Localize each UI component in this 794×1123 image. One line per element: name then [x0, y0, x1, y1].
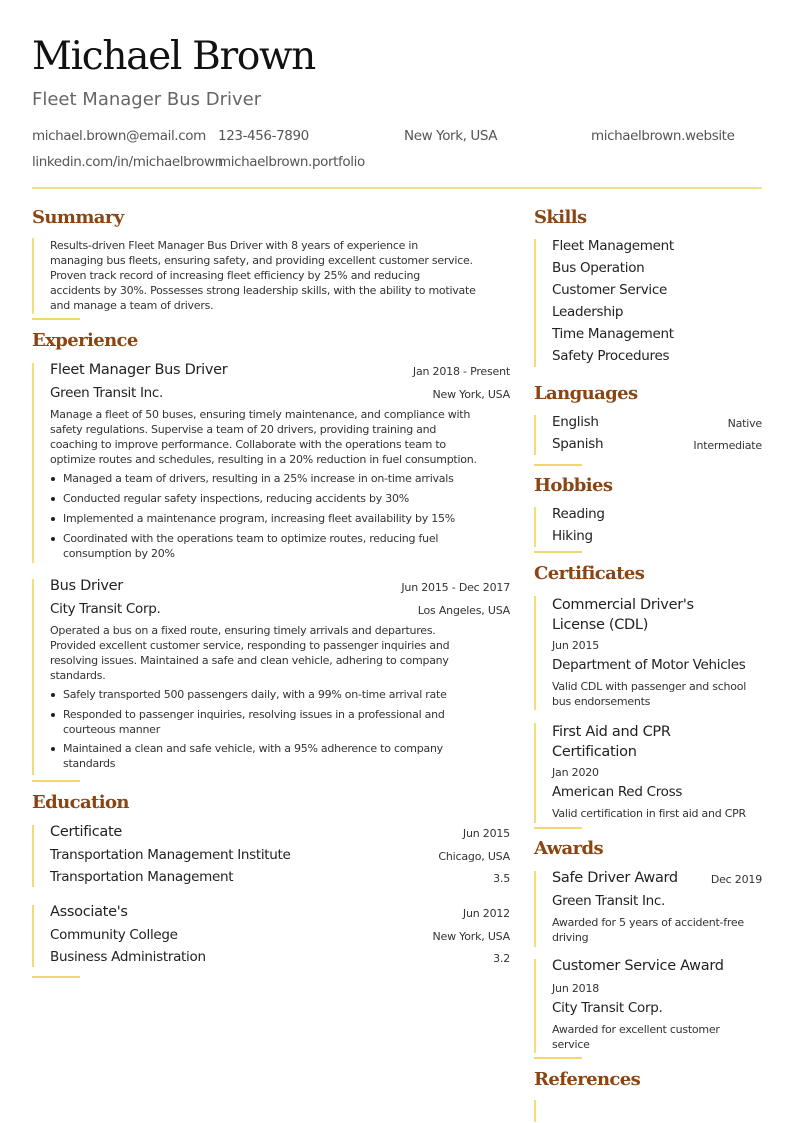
awards-underline [534, 1057, 582, 1059]
skill-item: Customer Service [552, 282, 667, 298]
languages-heading: Languages [534, 383, 638, 404]
job-1-bullet-1: Managed a team of drivers, resulting in a 25% increase in on-time arrivals [50, 471, 454, 486]
location-text: New York, USA [404, 128, 498, 144]
summary-heading: Summary [32, 207, 124, 228]
edu-1-field: Transportation Management [50, 869, 234, 885]
linkedin-link[interactable]: linkedin.com/in/michaelbrown [32, 154, 223, 170]
header-divider [32, 187, 762, 189]
language-level: Native [727, 417, 762, 430]
edu-1-degree: Certificate [50, 824, 123, 840]
phone-number[interactable]: 123-456-7890 [218, 128, 309, 144]
hobby-item: Reading [552, 506, 605, 522]
experience-underline [32, 780, 80, 782]
job-2-title: Bus Driver [50, 578, 123, 594]
email-link[interactable]: michael.brown@email.com [32, 128, 206, 144]
certificates-heading: Certificates [534, 563, 645, 584]
cert-1-date: Jun 2015 [552, 639, 600, 652]
job-2-bullet-2: Responded to passenger inquiries, resolving issues in a professional and courteous manner [50, 707, 445, 737]
skill-item: Time Management [552, 326, 674, 342]
experience-heading: Experience [32, 330, 138, 351]
website-link[interactable]: michaelbrown.website [591, 128, 735, 144]
cert-1-issuer: Department of Motor Vehicles [552, 657, 746, 673]
award-2-description: Awarded for excellent customer service [552, 1023, 720, 1051]
award-1-bar [534, 871, 536, 947]
edu-2-gpa: 3.2 [493, 952, 510, 965]
award-2-org: City Transit Corp. [552, 1000, 663, 1016]
skill-item: Leadership [552, 304, 624, 320]
languages-underline [534, 464, 582, 466]
language-level: Intermediate [693, 439, 762, 452]
skills-heading: Skills [534, 207, 587, 228]
edu-2-school: Community College [50, 927, 178, 943]
job-2-bar [32, 579, 34, 775]
hobby-item: Hiking [552, 528, 593, 544]
award-2-bar [534, 959, 536, 1053]
certificates-underline [534, 827, 582, 829]
hobbies-underline [534, 551, 582, 553]
skill-item: Bus Operation [552, 260, 645, 276]
award-1-name: Safe Driver Award [552, 870, 678, 886]
job-2-location: Los Angeles, USA [417, 604, 510, 617]
language-name: Spanish [552, 436, 604, 452]
award-1-date: Dec 2019 [710, 873, 762, 886]
cert-1-name: Commercial Driver's License (CDL) [552, 597, 694, 633]
job-1-description: Manage a fleet of 50 buses, ensuring timely maintenance, and compliance with safety regulations. Supervise a team of 20 drivers, providing training and coaching to improve performance. Collaborate with the operations team to optimize routes and schedules, resulting in a 20% reduction in fuel consumption. [50, 408, 477, 466]
languages-bar [534, 415, 536, 455]
skill-item: Safety Procedures [552, 348, 670, 364]
hobbies-heading: Hobbies [534, 475, 613, 496]
job-1-location: New York, USA [432, 388, 510, 401]
job-2-description: Operated a bus on a fixed route, ensuring timely arrivals and departures. Provided excellent customer service, responding to passenger inquiries and resolving issues. Maintained a safe and clean vehicle, adhering to company standards. [50, 624, 450, 682]
language-name: English [552, 414, 599, 430]
candidate-name: Michael Brown [32, 34, 315, 79]
portfolio-link[interactable]: michaelbrown.portfolio [218, 154, 365, 170]
award-1-description: Awarded for 5 years of accident-free driving [552, 916, 744, 944]
summary-bar [32, 238, 34, 314]
job-1-bullet-4: Coordinated with the operations team to optimize routes, reducing fuel consumption by 20% [50, 531, 438, 561]
edu-2-field: Business Administration [50, 949, 206, 965]
cert-2-issuer: American Red Cross [552, 784, 683, 800]
references-bar [534, 1100, 536, 1122]
edu-2-degree: Associate's [50, 904, 128, 920]
edu-1-date: Jun 2015 [462, 827, 510, 840]
job-1-bullet-2: Conducted regular safety inspections, reducing accidents by 30% [50, 491, 409, 506]
job-1-title: Fleet Manager Bus Driver [50, 362, 228, 378]
references-heading: References [534, 1069, 641, 1090]
job-1-bullet-3: Implemented a maintenance program, increasing fleet availability by 15% [50, 511, 455, 526]
summary-underline [32, 318, 80, 320]
awards-heading: Awards [534, 838, 603, 859]
cert-2-name: First Aid and CPR Certification [552, 724, 671, 760]
award-2-date: Jun 2018 [552, 982, 600, 995]
cert-2-description: Valid certification in first aid and CPR [552, 807, 746, 820]
skill-item: Fleet Management [552, 238, 674, 254]
edu-1-location: Chicago, USA [438, 850, 510, 863]
job-2-dates: Jun 2015 - Dec 2017 [401, 581, 510, 594]
job-1-dates: Jan 2018 - Present [412, 365, 510, 378]
job-1-bar [32, 363, 34, 563]
education-heading: Education [32, 792, 129, 813]
cert-1-description: Valid CDL with passenger and school bus endorsements [552, 680, 747, 708]
summary-text: Results-driven Fleet Manager Bus Driver with 8 years of experience in managing bus fleets, ensuring safety, and providing excellent customer service. Proven track record of increasing fleet efficiency by 25% and reducing accidents by 30%. Possesses strong leadership skills, with the ability to motivate and manage a team of drivers. [50, 239, 476, 312]
education-underline [32, 976, 80, 978]
job-2-bullet-3: Maintained a clean and safe vehicle, with a 95% adherence to company standards [50, 741, 443, 771]
job-2-bullet-1: Safely transported 500 passengers daily, with a 99% on-time arrival rate [50, 687, 447, 702]
award-1-org: Green Transit Inc. [552, 893, 666, 909]
candidate-title: Fleet Manager Bus Driver [32, 89, 262, 110]
cert-2-date: Jan 2020 [552, 766, 599, 779]
edu-2-date: Jun 2012 [462, 907, 510, 920]
job-2-company: City Transit Corp. [50, 601, 161, 617]
skills-bar [534, 239, 536, 367]
edu-2-bar [32, 905, 34, 967]
cert-2-bar [534, 723, 536, 823]
job-1-company: Green Transit Inc. [50, 385, 164, 401]
hobbies-bar [534, 507, 536, 547]
cert-1-bar [534, 596, 536, 710]
edu-1-gpa: 3.5 [493, 872, 510, 885]
edu-1-bar [32, 825, 34, 887]
edu-2-location: New York, USA [432, 930, 510, 943]
edu-1-school: Transportation Management Institute [50, 847, 291, 863]
award-2-name: Customer Service Award [552, 958, 724, 974]
